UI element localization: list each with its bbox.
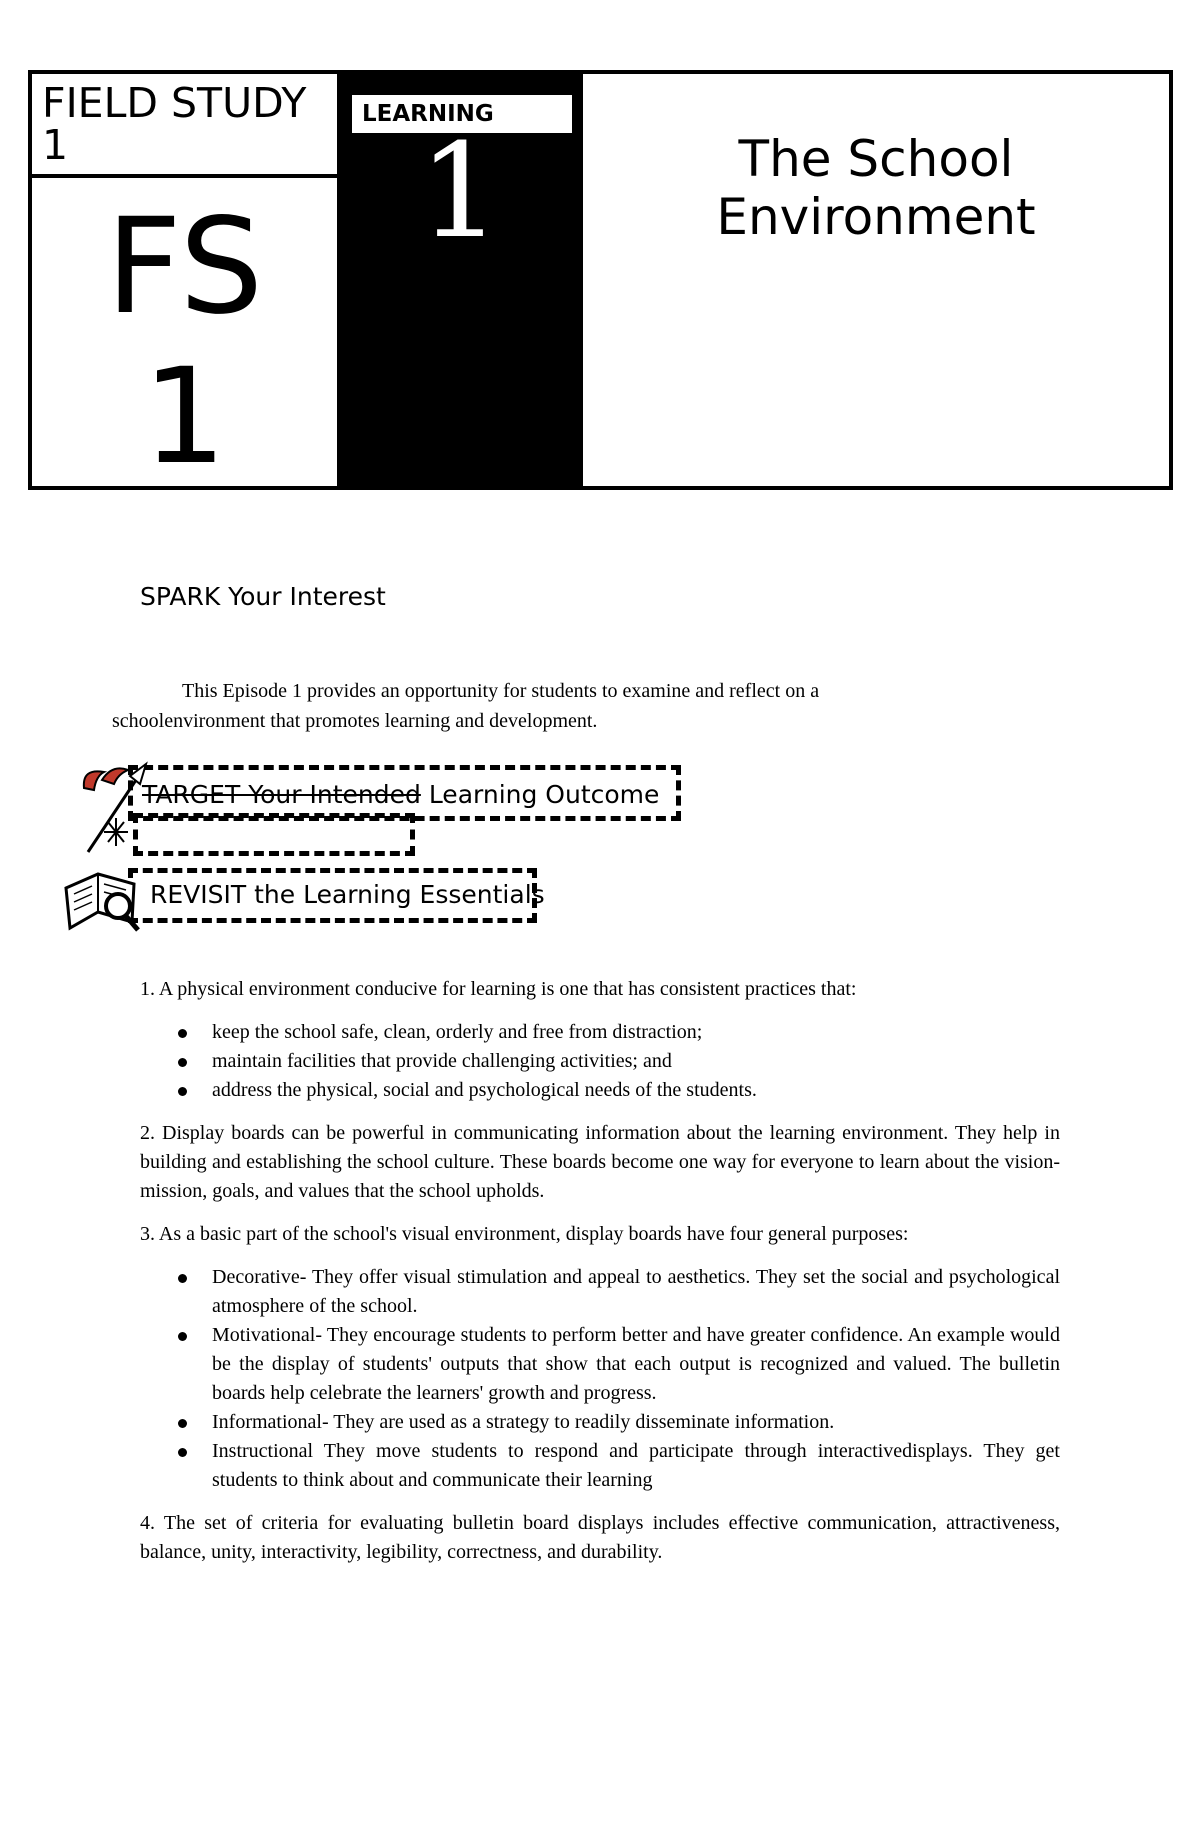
list-item-text: Motivational- They encourage students to perform better and have greater confidence. An example would be the display of students' outputs that show that each output is recognized and valued. The bulletin boards help celebrate the learners' growth and progress. bbox=[212, 1324, 1060, 1404]
list-item bbox=[212, 1408, 1060, 1437]
essential-item-1-list bbox=[140, 1018, 1060, 1105]
list-item bbox=[212, 1047, 1060, 1076]
list-item-text: Decorative- They offer visual stimulation and appeal to aesthetics. They set the social and psychological atmosphere of the school. bbox=[212, 1266, 1060, 1317]
list-item-text: address the physical, social and psychological needs of the students. bbox=[212, 1079, 757, 1101]
episode-title bbox=[583, 130, 1169, 246]
course-code-line2: 1 bbox=[142, 340, 227, 494]
revisit-heading: REVISIT the Learning Essentials bbox=[150, 880, 545, 909]
episode-title-line2: Environment bbox=[716, 188, 1036, 246]
spark-intro-line2: schoolenvironment that promotes learning and development. bbox=[112, 710, 598, 732]
list-item bbox=[212, 1018, 1060, 1047]
list-item bbox=[212, 1076, 1060, 1105]
episode-title-line1: The School bbox=[738, 130, 1014, 188]
essential-item-2: 2. Display boards can be powerful in communicating information about the learning environment. They help in building and establishing the school culture. These boards become one way for everyone to learn about the vision-mission, goals, and values that the school upholds. bbox=[140, 1122, 1060, 1202]
course-name-line2: 1 bbox=[42, 121, 69, 169]
list-item bbox=[212, 1263, 1060, 1321]
course-code-line1: FS bbox=[105, 190, 264, 344]
list-item-text: maintain facilities that provide challenging activities; and bbox=[212, 1050, 672, 1072]
list-item-text: Informational- They are used as a strategy to readily disseminate information. bbox=[212, 1411, 835, 1433]
target-heading-struck: TARGET Your Intended bbox=[142, 780, 421, 809]
spark-intro bbox=[112, 676, 1012, 736]
episode-header bbox=[28, 70, 1173, 494]
episode-panel bbox=[341, 74, 579, 486]
list-item-text: Instructional They move students to respond and participate through interactivedisplays. They get students to think about and communicate their learning bbox=[212, 1440, 1060, 1491]
bullet-icon bbox=[178, 1029, 187, 1038]
course-name-line1: FIELD STUDY bbox=[42, 79, 307, 127]
course-code bbox=[32, 178, 337, 494]
bullet-icon bbox=[178, 1448, 187, 1457]
course-panel bbox=[32, 74, 341, 494]
essential-item-3-list bbox=[140, 1263, 1060, 1495]
book-magnifier-icon bbox=[62, 866, 140, 938]
target-heading-rest: Learning Outcome bbox=[420, 780, 660, 809]
essential-item-4: 4. The set of criteria for evaluating bulletin board displays includes effective communication, attractiveness, balance, unity, interactivity, legibility, correctness, and durability. bbox=[140, 1512, 1060, 1563]
episode-number: 1 bbox=[418, 115, 502, 267]
bullet-icon bbox=[178, 1419, 187, 1428]
spark-intro-line1: This Episode 1 provides an opportunity for students to examine and reflect on a bbox=[182, 680, 820, 702]
bullet-icon bbox=[178, 1087, 187, 1096]
list-item bbox=[212, 1321, 1060, 1408]
essential-item-3: 3. As a basic part of the school's visual environment, display boards have four general purposes: bbox=[140, 1223, 909, 1245]
bullet-icon bbox=[178, 1274, 187, 1283]
essential-item-1: 1. A physical environment conducive for learning is one that has consistent practices that: bbox=[140, 978, 857, 1000]
list-item-text: keep the school safe, clean, orderly and free from distraction; bbox=[212, 1021, 703, 1043]
learning-label: LEARNING bbox=[349, 92, 575, 136]
bullet-icon bbox=[178, 1332, 187, 1341]
spark-heading: SPARK Your Interest bbox=[140, 582, 386, 611]
list-item bbox=[212, 1437, 1060, 1495]
target-heading bbox=[142, 780, 659, 809]
title-panel bbox=[579, 74, 1169, 486]
target-dashed-box-lower bbox=[133, 813, 415, 856]
course-name bbox=[32, 74, 337, 178]
learning-essentials bbox=[140, 975, 1060, 1581]
bullet-icon bbox=[178, 1058, 187, 1067]
